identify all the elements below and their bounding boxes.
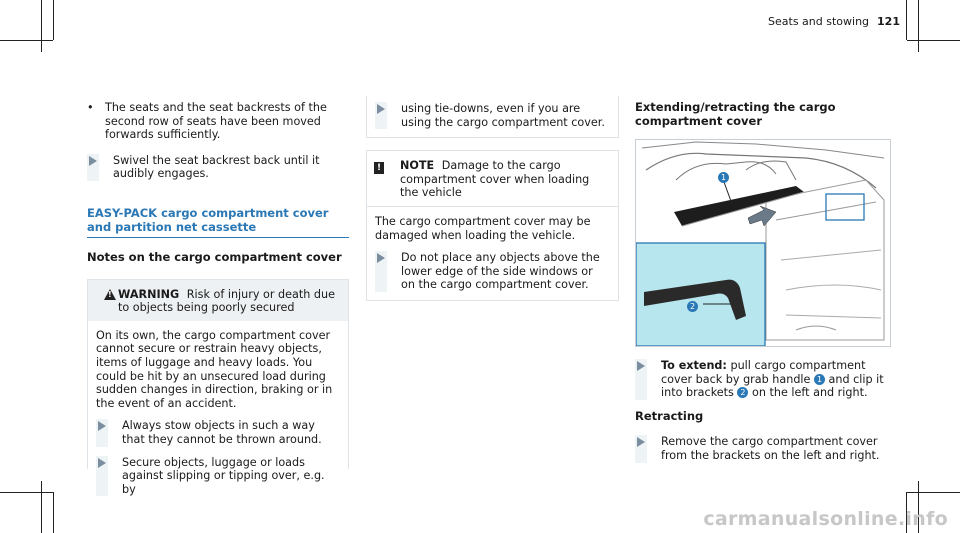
extend-step (635, 359, 889, 400)
extend-label: To extend: (661, 359, 727, 372)
bullet-item (87, 101, 360, 142)
step-text: using tie-downs, even if you are using the cargo compartment cover. (401, 102, 605, 129)
instruction-step (87, 154, 350, 181)
note-text: Damage to the cargo compartment cover when loading the vehicle (400, 159, 590, 200)
extend-text-b: and clip it into brackets (661, 372, 884, 400)
note-icon: ! (374, 162, 384, 174)
arrow-icon (635, 435, 647, 462)
crop-mark (0, 40, 53, 41)
watermark: carmanualsonline.info (703, 508, 948, 531)
section-subtitle: Extending/retracting the cargo compartment cover (635, 100, 836, 128)
warning-step-continued (375, 102, 610, 129)
step-text: Secure objects, luggage or loads against slipping or tipping over, e.g. by (122, 455, 325, 496)
arrow-icon (96, 419, 108, 446)
cargo-cover-illustration (635, 139, 891, 347)
retract-step (635, 435, 889, 462)
column-1 (87, 101, 349, 496)
note-body-text: The cargo compartment cover may be damaged when loading the vehicle. (375, 214, 591, 242)
warning-continued-box (366, 96, 619, 138)
warning-step (96, 456, 340, 497)
warning-step (96, 419, 340, 446)
bullet-dot: • (87, 101, 94, 114)
cargo-cover-drawing (636, 140, 890, 346)
arrow-icon (635, 359, 647, 400)
note-box (366, 150, 619, 301)
crop-mark (918, 0, 919, 52)
bullet-text: The seats and the seat backrests of the second row of seats have been moved forwards sufficiently. (105, 101, 327, 142)
arrow-icon (96, 456, 108, 497)
running-header (768, 15, 900, 29)
section-name: Seats and stowing (768, 15, 870, 28)
step-text: Do not place any objects above the lower edge of the side windows or on the cargo compartment cover. (401, 251, 600, 292)
arrow-icon (375, 102, 387, 129)
notes-title: Notes on the cargo compartment cover (87, 249, 342, 264)
note-body (367, 207, 618, 300)
callout-2-inline: 2 (737, 387, 748, 398)
warning-box (87, 279, 349, 496)
callout-1: 1 (718, 172, 729, 183)
arrow-icon (375, 251, 387, 292)
extend-text-a: pull cargo compartment cover back by grab handle (661, 359, 866, 386)
warning-body-text: On its own, the cargo compartment cover cannot secure or restrain heavy objects, items of luggage and heavy loads. You could be hit by an unsecured load during sudden changes in direction, braking or in the event of an accident. (96, 328, 333, 410)
step-text: Swivel the seat backrest back until it audibly engages. (113, 153, 320, 181)
crop-mark (907, 492, 960, 493)
crop-mark (41, 481, 42, 533)
warning-body (88, 321, 348, 505)
crop-mark (53, 0, 54, 40)
crop-mark (41, 0, 42, 52)
section-rule (87, 237, 349, 238)
retracting-title: Retracting (635, 408, 704, 423)
arrow-icon (87, 154, 99, 181)
crop-mark (907, 40, 960, 41)
warning-label: WARNING (118, 287, 180, 301)
step-text: Remove the cargo compartment cover from the brackets on the left and right. (661, 435, 880, 462)
crop-mark (53, 492, 54, 533)
note-label: NOTE (400, 159, 435, 173)
column-3-text (635, 359, 889, 463)
callout-2: 2 (687, 301, 698, 312)
column-2 (366, 96, 619, 301)
crop-mark (0, 492, 53, 493)
section-title: EASY-PACK cargo compartment cover and partition net cassette (87, 205, 329, 234)
note-header (367, 151, 618, 207)
column-3 (635, 101, 895, 128)
step-text: Always stow objects in such a way that they cannot be thrown around. (122, 419, 322, 446)
note-step (375, 251, 610, 292)
warning-header (88, 280, 348, 321)
extend-text-c: on the left and right. (752, 386, 868, 400)
warning-text: Risk of injury or death due to objects being poorly secured (118, 287, 335, 315)
page-number: 121 (877, 15, 900, 28)
callout-1-inline: 1 (814, 374, 825, 385)
warning-triangle-icon (104, 289, 116, 300)
crop-mark (906, 0, 907, 40)
